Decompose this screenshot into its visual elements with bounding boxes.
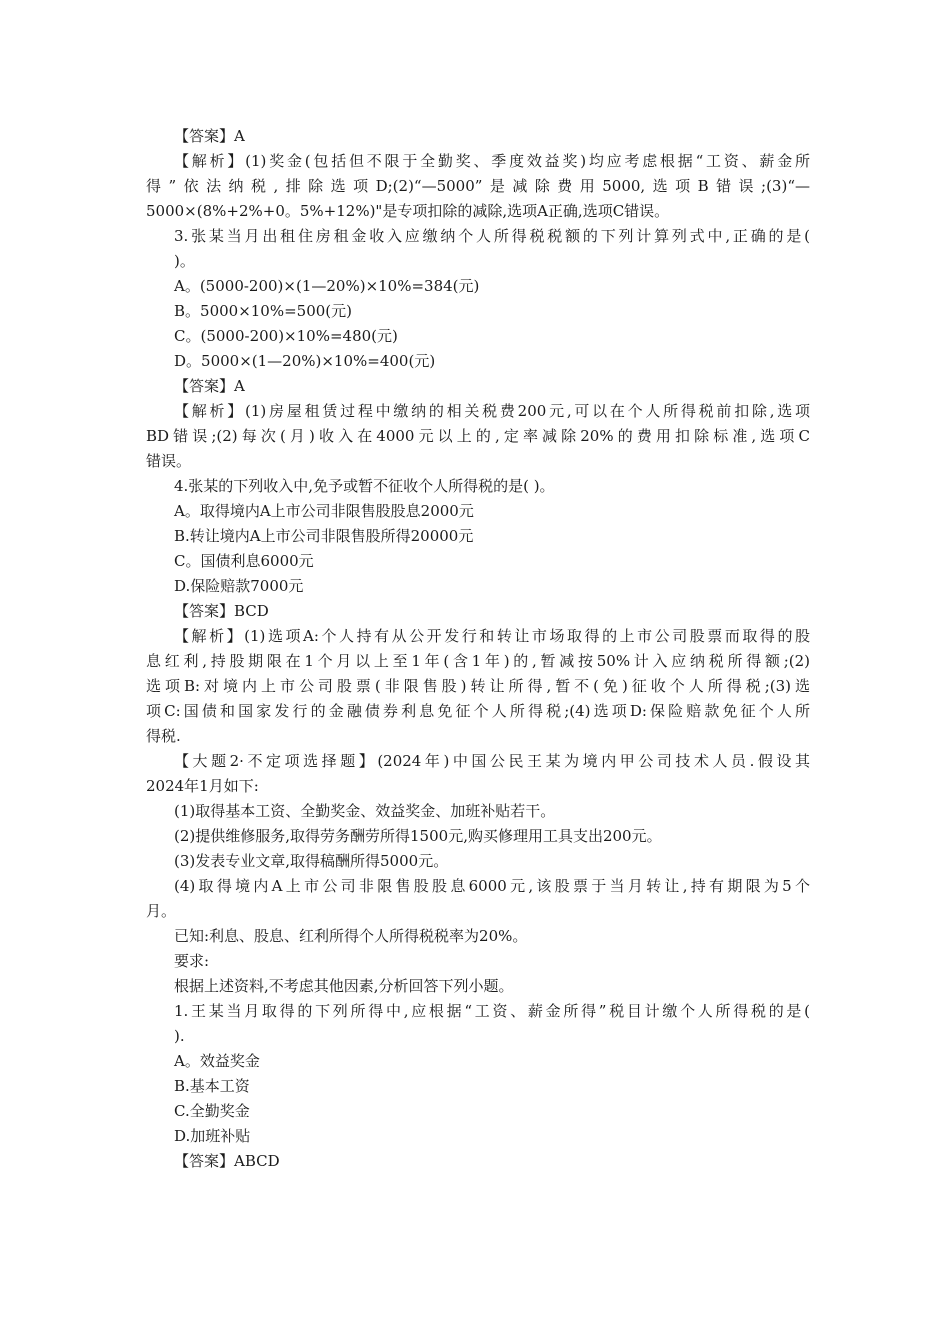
text-line: )。 (174, 252, 195, 270)
text-line: A。效益奖金 (174, 1052, 260, 1070)
text-line: C.全勤奖金 (174, 1102, 250, 1120)
text-line: 要求: (174, 952, 210, 970)
text-line: C。(5000-200)×10%=480(元) (174, 327, 398, 345)
text-line: B。5000×10%=500(元) (174, 302, 353, 320)
text-line: D.保险赔款7000元 (174, 577, 304, 595)
text-line: C。国债利息6000元 (174, 552, 314, 570)
text-line: 1.王某当月取得的下列所得中,应根据“工资、薪金所得”税目计缴个人所得税的是( (174, 1002, 810, 1020)
text-line: 得税. (146, 727, 181, 745)
text-line: 【大题2·不定项选择题】(2024年)中国公民王某为境内甲公司技术人员.假设其 (174, 752, 810, 770)
text-line: D。5000×(1—20%)×10%=400(元) (174, 352, 436, 370)
text-line: 已知:利息、股息、红利所得个人所得税税率为20%。 (174, 927, 528, 945)
text-line: 【解析】(1)房屋租赁过程中缴纳的相关税费200元,可以在个人所得税前扣除,选项 (174, 402, 810, 420)
text-line: A。取得境内A上市公司非限售股股息2000元 (174, 502, 474, 520)
text-line: (2)提供维修服务,取得劳务酬劳所得1500元,购买修理用工具支出200元。 (174, 827, 662, 845)
text-line: 【解析】(1)选项A:个人持有从公开发行和转让市场取得的上市公司股票而取得的股 (174, 627, 810, 645)
text-line: 根据上述资料,不考虑其他因素,分析回答下列小题。 (174, 977, 514, 995)
text-line: B.基本工资 (174, 1077, 250, 1095)
text-line: B.转让境内A上市公司非限售股所得20000元 (174, 527, 474, 545)
text-line: 得”依法纳税,排除选项D;(2)“—5000”是减除费用5000,选项B错误;(3)“— (146, 177, 810, 195)
text-line: 【答案】ABCD (174, 1152, 280, 1170)
text-line: A。(5000-200)×(1—20%)×10%=384(元) (174, 277, 480, 295)
text-line: 【答案】A (174, 127, 245, 145)
text-line: (4)取得境内A上市公司非限售股股息6000元,该股票于当月转让,持有期限为5个 (174, 877, 810, 895)
text-line: 选项B:对境内上市公司股票(非限售股)转让所得,暂不(免)征收个人所得税;(3)选 (146, 677, 810, 695)
text-line: ). (174, 1027, 185, 1045)
text-line: 4.张某的下列收入中,免予或暂不征收个人所得税的是( )。 (174, 477, 555, 495)
text-line: 息红利,持股期限在1个月以上至1年(含1年)的,暂减按50%计入应纳税所得额;(2) (146, 652, 810, 670)
text-line: (1)取得基本工资、全勤奖金、效益奖金、加班补贴若干。 (174, 802, 556, 820)
text-line: BD错误;(2)每次(月)收入在4000元以上的,定率减除20%的费用扣除标准,选项C (146, 427, 810, 445)
text-line: 项C:国债和国家发行的金融债券利息免征个人所得税;(4)选项D:保险赔款免征个人所 (146, 702, 810, 720)
text-line: 【答案】A (174, 377, 245, 395)
text-line: 错误。 (146, 452, 192, 470)
text-line: 月。 (146, 902, 177, 920)
text-line: D.加班补贴 (174, 1127, 251, 1145)
text-line: 【答案】BCD (174, 602, 269, 620)
text-line: 5000×(8%+2%+0。5%+12%)"是专项扣除的减除,选项A正确,选项C错误。 (146, 202, 670, 220)
text-line: 3.张某当月出租住房租金收入应缴纳个人所得税税额的下列计算列式中,正确的是( (174, 227, 810, 245)
document-body (146, 124, 810, 1174)
text-line: 2024年1月如下: (146, 777, 259, 795)
text-line: (3)发表专业文章,取得稿酬所得5000元。 (174, 852, 449, 870)
text-line: 【解析】(1)奖金(包括但不限于全勤奖、季度效益奖)均应考虑根据“工资、薪金所 (174, 152, 810, 170)
